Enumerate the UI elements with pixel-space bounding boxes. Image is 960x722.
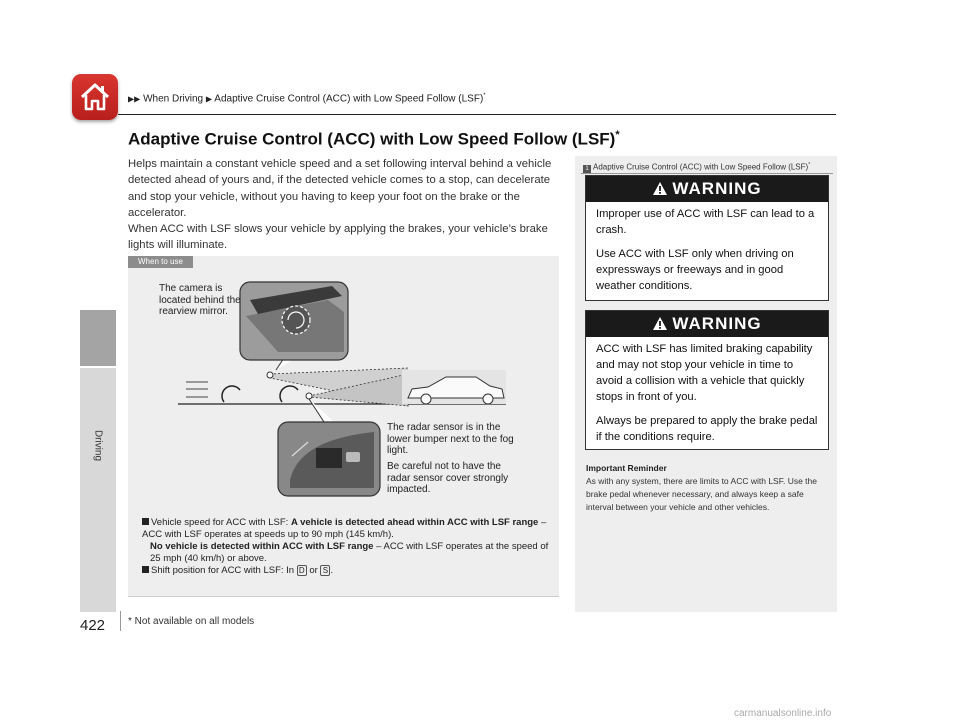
warning-text: Improper use of ACC with LSF can lead to a crash. Use ACC with LSF only when driving on expressways or freeways and in good weather conditions. [596, 208, 815, 292]
header-rule [118, 114, 836, 115]
sidebar-section-label: Driving [92, 429, 104, 462]
sidebar-tab-marker [80, 310, 116, 366]
home-icon [78, 80, 112, 114]
warning-header: WARNING [586, 311, 828, 337]
sidebar-tab[interactable] [80, 368, 116, 612]
warning-icon [652, 316, 668, 331]
warning-box-1 [585, 175, 829, 301]
intro-text [128, 156, 560, 254]
home-button[interactable] [72, 74, 118, 120]
breadcrumb-current: Adaptive Cruise Control (ACC) with Low Speed Follow (LSF) [214, 93, 484, 105]
bullet-icon [142, 518, 149, 525]
warning-box-2 [585, 310, 829, 450]
acc-conditions [142, 517, 552, 577]
intro-paragraph-1: Helps maintain a constant vehicle speed and a set following interval behind a vehicle detected ahead of yours and, if the detected vehicle comes to a stop, can decelerate and stop your vehicle, without you having to keep your foot on the brake or the accelerator. [128, 158, 552, 219]
breadcrumb-arrow-icon: ▶ [205, 94, 213, 104]
warning-header: WARNING [586, 176, 828, 202]
camera-caption: The camera is located behind the rearview mirror. [159, 283, 241, 317]
shift-key-s: S [320, 565, 330, 576]
breadcrumb-arrow-icon: ▶▶ [128, 94, 141, 104]
watermark: carmanualsonline.info [734, 708, 832, 719]
when-to-use-tab: When to use [128, 256, 193, 268]
shift-condition: Shift position for ACC with LSF: In D or S . [142, 565, 552, 577]
panel-heading: 1 Adaptive Cruise Control (ACC) with Low Speed Follow (LSF)* [583, 162, 810, 173]
warning-text: ACC with LSF has limited braking capability and may not stop your vehicle in time to avoid a collision with a vehicle that quickly stops in front of you. Always be prepared to apply the brake pedal if the conditions require. [596, 343, 818, 443]
shift-key-d: D [297, 565, 307, 576]
bullet-icon [142, 566, 149, 573]
footnote: * Not available on all models [128, 616, 255, 627]
breadcrumb [128, 93, 486, 104]
breadcrumb-mark: * [483, 93, 486, 99]
reminder-title: Important Reminder [586, 463, 667, 473]
radar-caution-caption: Be careful not to have the radar sensor cover strongly impacted. [387, 461, 509, 495]
radar-location-caption: The radar sensor is in the lower bumper next to the fog light. [387, 422, 514, 456]
side-panel [575, 156, 837, 612]
warning-icon [652, 181, 668, 196]
speed-condition: Vehicle speed for ACC with LSF: A vehicle is detected ahead within ACC with LSF range – ACC with LSF operates at speeds up to 90 mph (145 km/h). [142, 517, 547, 540]
reference-icon: 1 [583, 165, 591, 173]
reminder-text: As with any system, there are limits to ACC with LSF. Use the brake pedal whenever necessary, and always keep a safe interval between your vehicle and other vehicles. [586, 476, 817, 512]
important-reminder [586, 462, 832, 514]
speed-condition-no-vehicle: No vehicle is detected within ACC with LSF range – ACC with LSF operates at the speed of 25 mph (40 km/h) or above. [150, 541, 549, 564]
acc-illustration [128, 256, 559, 597]
footer-rule [120, 611, 121, 631]
page-number: 422 [80, 617, 106, 634]
page-title: Adaptive Cruise Control (ACC) with Low Speed Follow (LSF)* [128, 129, 620, 149]
panel-rule [581, 173, 833, 174]
breadcrumb-link-when-driving[interactable]: When Driving [143, 93, 204, 105]
intro-paragraph-2: When ACC with LSF slows your vehicle by applying the brakes, your vehicle’s brake lights will illuminate. [128, 223, 548, 252]
